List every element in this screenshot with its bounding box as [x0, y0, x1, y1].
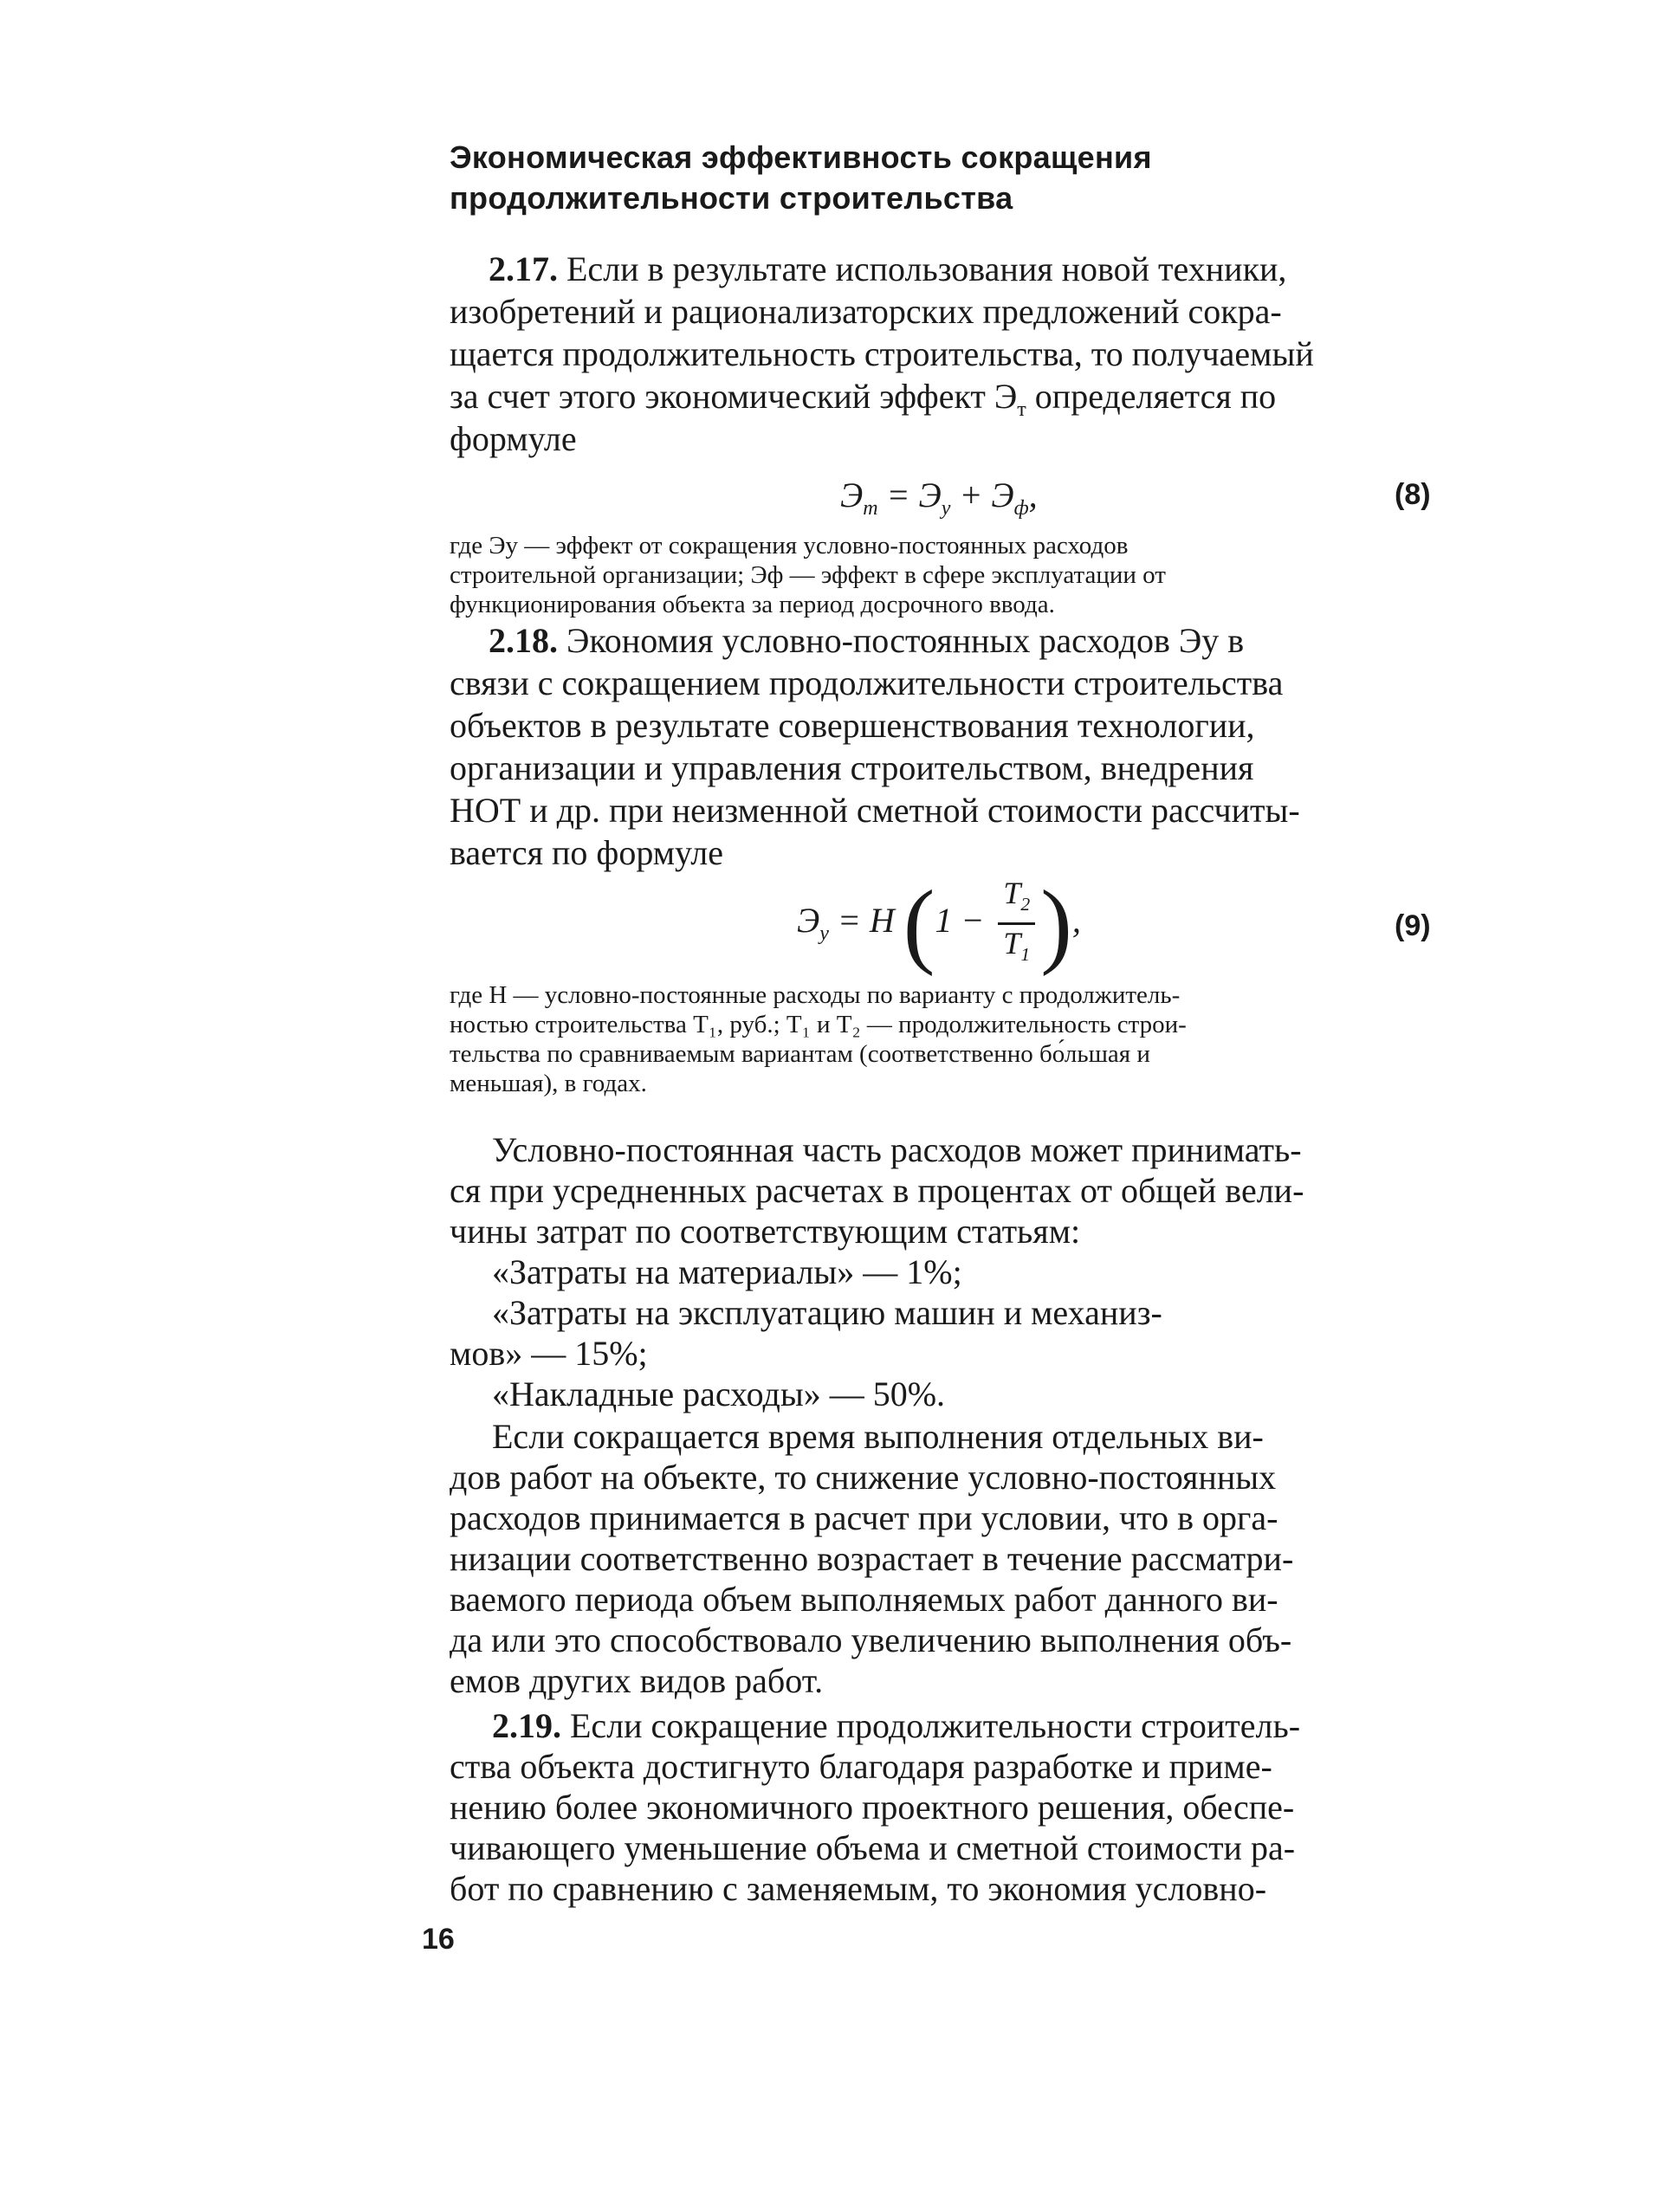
formula-symbol: ,: [1071, 900, 1081, 940]
section-heading: [450, 137, 1446, 218]
paragraph-text: определяется по: [1026, 377, 1277, 416]
note-line: меньшая), в годах.: [450, 1070, 647, 1097]
paragraph-line: ся при усредненных расчетах в процентах от общей вели-: [450, 1171, 1304, 1210]
paragraph-line: формуле: [450, 419, 577, 458]
list-item: «Затраты на эксплуатацию машин и механиз-: [492, 1293, 1162, 1332]
right-parenthesis: ): [1040, 870, 1072, 977]
fraction-numerator: [998, 875, 1035, 925]
formula-symbol: T: [1003, 926, 1021, 961]
paragraph-line: [492, 1706, 1300, 1746]
subscript: 2: [1020, 894, 1031, 915]
note-line: где Эу — эффект от сокращения условно-постоянных расходов: [450, 532, 1129, 559]
clause-number: 2.17.: [489, 249, 558, 288]
subscript: у: [819, 922, 829, 945]
paragraph-line: Если сокращается время выполнения отдельных ви-: [492, 1417, 1264, 1456]
paragraph-line: [489, 249, 1441, 289]
paragraph-line: НОТ и др. при неизменной сметной стоимости рассчиты-: [450, 791, 1300, 830]
paragraph-text: Если в результате использования новой техники,: [566, 249, 1287, 288]
subscript: т: [863, 497, 878, 520]
paragraph-line: изобретений и рационализаторских предложений сокра-: [450, 292, 1282, 331]
formula-9: [797, 870, 1081, 977]
paragraph-line: емов других видов работ.: [450, 1661, 824, 1700]
paragraph-text: Если сокращение продолжительности строитель-: [570, 1706, 1301, 1745]
paragraph-line: организации и управления строительством, внедрения: [450, 748, 1254, 787]
fraction: [998, 875, 1035, 973]
formula-symbol: Э: [797, 900, 820, 940]
paragraph-line: нению более экономичного проектного решения, обеспе-: [450, 1788, 1295, 1827]
note-line: тельства по сравниваемым вариантам (соответственно бо́льшая и: [450, 1040, 1150, 1068]
paragraph-line: ства объекта достигнуто благодаря разработке и приме-: [450, 1747, 1272, 1786]
paragraph-line: связи с сокращением продолжительности строительства: [450, 663, 1284, 702]
equation-number-9: (9): [1395, 909, 1431, 942]
paragraph-line: чины затрат по соответствующим статьям:: [450, 1212, 1081, 1251]
formula-symbol: 1 −: [935, 900, 985, 940]
formula-symbol: Э: [840, 475, 864, 514]
formula-symbol: = H: [828, 900, 895, 940]
paragraph-line: [489, 621, 1244, 661]
note-line: ностью строительства T₁, руб.; T₁ и T₂ — продолжительность строи-: [450, 1011, 1187, 1038]
list-item: «Затраты на материалы» — 1%;: [492, 1252, 962, 1291]
heading-line-1: Экономическая эффективность сокращения: [450, 139, 1152, 175]
paragraph-line: дов работ на объекте, то снижение условно-постоянных: [450, 1458, 1277, 1497]
paragraph-line: бот по сравнению с заменяемым, то экономия условно-: [450, 1869, 1267, 1908]
clause-number: 2.18.: [489, 621, 558, 660]
equation-number-8: (8): [1395, 478, 1431, 511]
paragraph-line: вается по формуле: [450, 833, 723, 872]
fraction-denominator: [998, 925, 1035, 973]
formula-symbol: T: [1003, 876, 1021, 910]
formula-8: [840, 475, 1038, 521]
paragraph-line: ваемого периода объем выполняемых работ данного ви-: [450, 1580, 1278, 1619]
paragraph-text: Экономия условно-постоянных расходов Эу в: [566, 621, 1245, 660]
subscript: 1: [1020, 944, 1031, 966]
paragraph-text: за счет этого экономический эффект Э: [450, 377, 1018, 416]
paragraph-line: объектов в результате совершенствования технологии,: [450, 706, 1255, 745]
paragraph-line: щается продолжительность строительства, то получаемый: [450, 334, 1314, 373]
paragraph-line: низации соответственно возрастает в течение рассматри-: [450, 1539, 1294, 1578]
page-number: 16: [422, 1923, 455, 1956]
subscript: т: [1017, 398, 1026, 421]
formula-symbol: ,: [1028, 475, 1038, 514]
formula-symbol: + Э: [950, 475, 1014, 514]
note-line: строительной организации; Эф — эффект в сфере эксплуатации от: [450, 561, 1166, 589]
subscript: ф: [1013, 497, 1029, 520]
paragraph-line: чивающего уменьшение объема и сметной стоимости ра-: [450, 1828, 1296, 1867]
note-line: где H — условно-постоянные расходы по варианту с продолжитель-: [450, 981, 1181, 1009]
subscript: у: [941, 497, 951, 520]
paragraph-line: да или это способствовало увеличению выполнения объ-: [450, 1620, 1292, 1659]
heading-line-2: продолжительности строительства: [450, 180, 1013, 216]
formula-symbol: = Э: [877, 475, 942, 514]
clause-number: 2.19.: [492, 1706, 561, 1745]
paragraph-line: расходов принимается в расчет при условии, что в орга-: [450, 1498, 1278, 1537]
left-parenthesis: (: [903, 870, 935, 977]
note-line: функционирования объекта за период досрочного ввода.: [450, 591, 1055, 618]
paragraph-line: Условно-постоянная часть расходов может принимать-: [492, 1130, 1302, 1169]
list-item: мов» — 15%;: [450, 1334, 648, 1373]
list-item: «Накладные расходы» — 50%.: [492, 1374, 946, 1413]
